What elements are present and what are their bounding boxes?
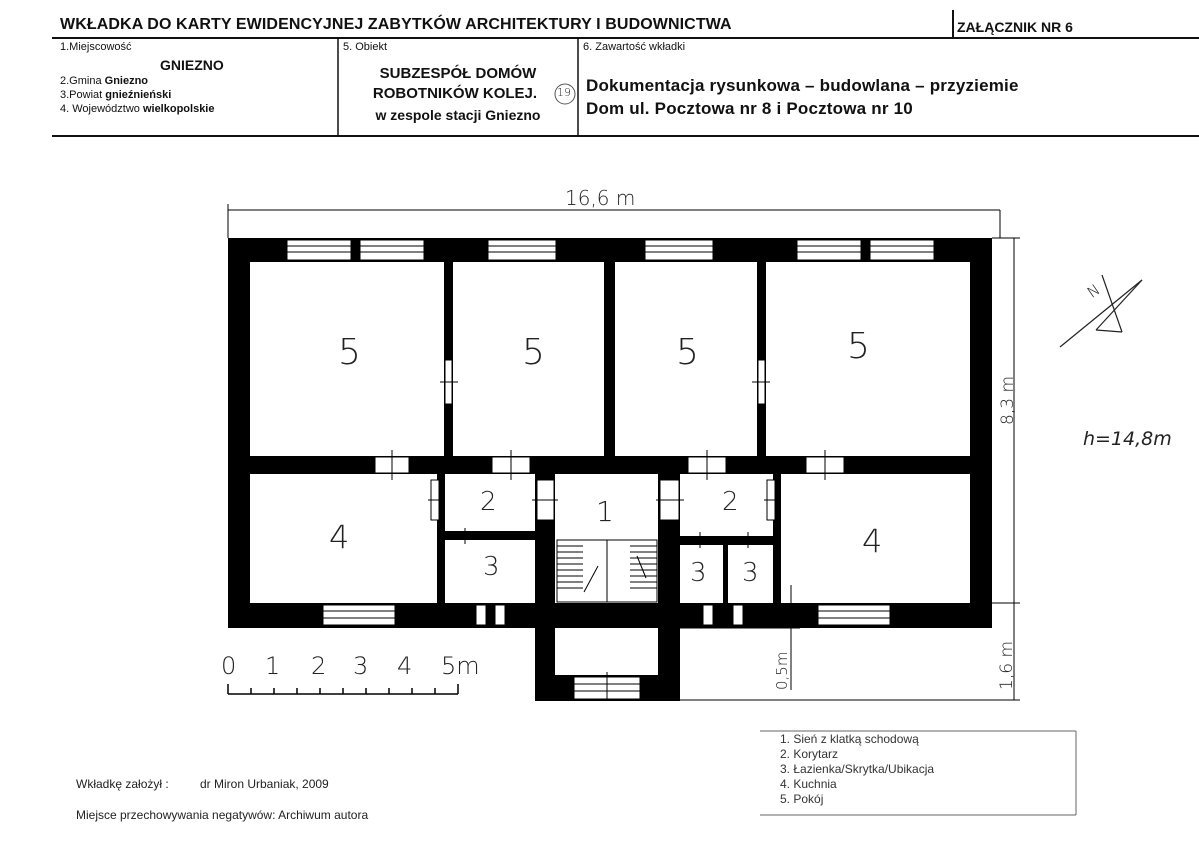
gmina-value: Gniezno (104, 75, 149, 87)
storage-note: Miejsce przechowywania negatywów: Archiwum autora (76, 808, 369, 822)
scale-bar (228, 684, 458, 694)
content-label: 6. Zawartość wkładki (583, 41, 686, 53)
legend-item: 3. Łazienka/Skrytka/Ubikacja (780, 762, 935, 776)
porch-dimension: 1,6 m (997, 641, 1017, 690)
room-number: 2 (480, 487, 497, 517)
scale-label: 3 (353, 652, 369, 680)
object-line-3: w zespole stacji Gniezno (375, 107, 541, 123)
object-line-1: SUBZESPÓŁ DOMÓW (379, 65, 537, 82)
room-number: 4 (862, 522, 883, 560)
card-title: WKŁADKA DO KARTY EWIDENCYJNEJ ZABYTKÓW ARCHITEKTURY I BUDOWNICTWA (60, 16, 732, 33)
town-name: GNIEZNO (160, 57, 224, 73)
object-label: 5. Obiekt (343, 41, 388, 53)
location-label: 1.Miejscowość (60, 41, 132, 53)
legend-item: 2. Korytarz (780, 747, 839, 761)
gmina-label: 2.Gmina (60, 75, 102, 87)
height-note: h=14,8m (1083, 428, 1172, 450)
woj-label: 4. Województwo (60, 103, 140, 115)
powiat-label: 3.Powiat (60, 89, 103, 101)
annex-label: ZAŁĄCZNIK NR 6 (957, 19, 1073, 35)
scale-label: 2 (311, 652, 327, 680)
depth-dimension: 8,3 m (998, 376, 1018, 425)
room-number: 3 (690, 558, 707, 588)
content-line-1: Dokumentacja rysunkowa – budowlana – przyziemie (586, 76, 1019, 95)
offset-dimension: 0,5m (773, 651, 791, 690)
north-label: N (1083, 280, 1104, 302)
north-arrow-icon (1060, 275, 1142, 347)
room-number: 4 (329, 518, 350, 556)
created-by: dr Miron Urbaniak, 2009 (200, 777, 329, 791)
scale-label: 1 (265, 652, 281, 680)
legend-item: 5. Pokój (780, 792, 824, 806)
powiat-value: gnieźnieński (105, 89, 172, 101)
scale-label: 5m (441, 652, 480, 680)
scale-label: 4 (397, 652, 413, 680)
plan-walls (228, 238, 992, 701)
scale-label: 0 (221, 652, 237, 680)
room-number: 3 (742, 558, 759, 588)
room-number: 2 (722, 487, 739, 517)
room-number: 3 (483, 552, 500, 582)
width-dimension: 16,6 m (565, 186, 636, 210)
room-number: 1 (596, 495, 614, 528)
room-number: 5 (676, 332, 699, 373)
woj-value: wielkopolskie (142, 103, 215, 115)
legend-item: 1. Sień z klatką schodową (780, 732, 919, 746)
content-line-2: Dom ul. Pocztowa nr 8 i Pocztowa nr 10 (586, 99, 913, 118)
room-number: 5 (522, 332, 545, 373)
legend-item: 4. Kuchnia (780, 777, 837, 791)
object-number: 19 (557, 86, 571, 99)
object-line-2: ROBOTNIKÓW KOLEJ. (372, 85, 538, 102)
legend (756, 732, 1076, 815)
created-label: Wkładkę założył : (76, 777, 169, 791)
room-number: 5 (338, 332, 361, 373)
room-number: 5 (847, 326, 870, 367)
